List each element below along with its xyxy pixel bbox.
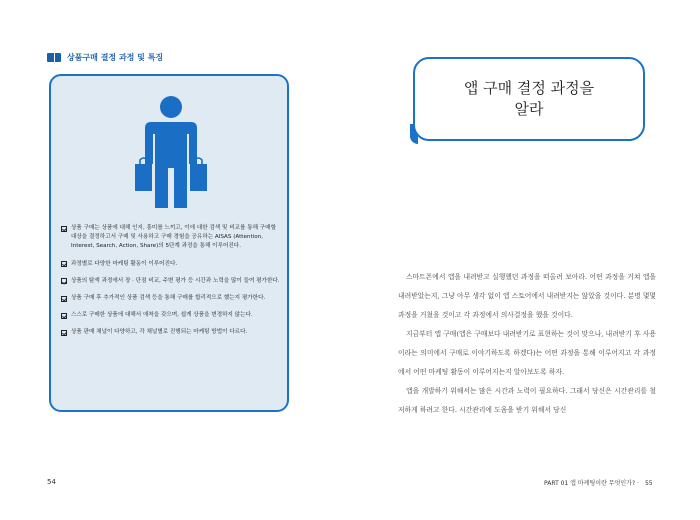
paragraph: 앱을 개발하기 위해서는 많은 시간과 노력이 필요하다. 그래서 당신은 시간관리를 철저하게 하려고 한다. 시간관리에 도움을 받기 위해서 당신 bbox=[398, 387, 656, 414]
checkbox-icon bbox=[61, 330, 67, 336]
checkbox-icon bbox=[61, 296, 67, 302]
bullet-text: 상품 구매 후 추가적인 상품 검색 등을 통해 구매를 합리적으로 했는지 평가한다. bbox=[71, 295, 266, 302]
chapter-title-line1: 앱 구매 결정 과정을 bbox=[463, 79, 595, 97]
chapter-title-box bbox=[413, 57, 645, 141]
bullet-list bbox=[61, 224, 283, 346]
section-header bbox=[47, 52, 163, 63]
person-with-bags-icon bbox=[121, 94, 221, 212]
list-item bbox=[61, 294, 283, 303]
bullet-text: 스스로 구매한 상품에 대해서 애착을 갖으며, 쉽게 상품을 변경하지 않는다. bbox=[71, 312, 253, 319]
checkbox-icon bbox=[61, 261, 67, 267]
checkbox-icon bbox=[61, 313, 67, 319]
list-item bbox=[61, 277, 283, 286]
page-number-left: 54 bbox=[47, 478, 56, 486]
bullet-text: 과정별로 다양한 마케팅 활동이 이루어진다. bbox=[71, 260, 178, 267]
running-footer bbox=[544, 478, 653, 487]
chapter-title bbox=[459, 78, 599, 120]
bullet-text: 상품 구매는 상품에 대해 인지, 흥미를 느끼고, 이에 대한 검색 및 비교를 통해 구매할 대상을 결정하고서 구매 및 사용하고 구매 경험을 공유하는 AISAS (Attention, Interest, Search, Action, Share)의 5단계 과정을 통해 이루어진다. bbox=[71, 225, 276, 250]
chapter-title-line2: 알라 bbox=[514, 100, 544, 118]
checkbox-icon bbox=[61, 226, 67, 232]
list-item bbox=[61, 224, 283, 252]
bullet-text: 상품의 탐색 과정에서 장 · 단점 비교, 주변 평가 등 시간과 노력을 많이 들여 평가한다. bbox=[71, 277, 280, 284]
book-icon bbox=[47, 53, 61, 62]
paragraph: 지금부터 앱 구매(앱은 구매보다 내려받기로 표현하는 것이 맞으나, 내려받기 후 사용이라는 의미에서 구매로 이야기하도록 하겠다)는 어떤 과정을 통해 이루어지고 각 과정에서 어떤 마케팅 활동이 이루어지는지 알아보도록 하자. bbox=[398, 330, 656, 376]
page-number-right: 55 bbox=[644, 480, 653, 487]
illustration bbox=[51, 76, 287, 216]
body-text bbox=[398, 268, 656, 420]
list-item bbox=[61, 260, 283, 269]
footer-label: PART 01 앱 마케팅이란 무엇인가? · bbox=[544, 480, 639, 487]
info-card bbox=[49, 74, 289, 412]
checkbox-icon bbox=[61, 278, 67, 284]
section-title: 상품구매 결정 과정 및 특징 bbox=[67, 53, 164, 62]
bullet-text: 상품 판매 채널이 다양하고, 각 채널별로 진행되는 마케팅 방법이 다르다. bbox=[71, 329, 248, 336]
list-item bbox=[61, 328, 283, 337]
list-item bbox=[61, 311, 283, 320]
paragraph: 스마트폰에서 앱을 내려받고 실행했던 과정을 떠올려 보아라. 어떤 과정을 거쳐 앱을 내려받았는지, 그냥 아무 생각 없이 앱 스토어에서 내려받지는 않았을 것이다. 분명 몇몇 과정을 거쳤을 것이고 각 과정에서 의사결정을 했을 것이다. bbox=[398, 273, 656, 319]
